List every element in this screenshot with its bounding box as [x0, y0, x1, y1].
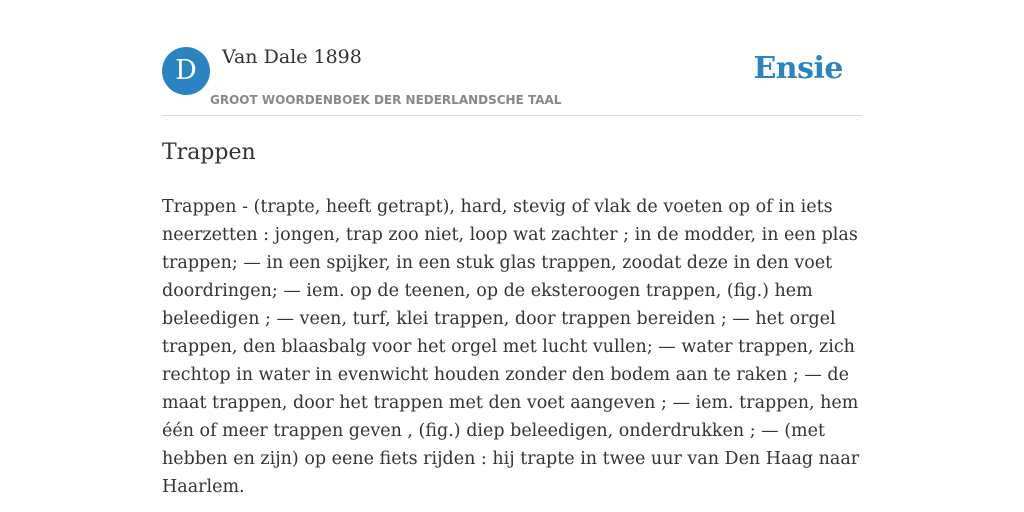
definition-line: trappen; — in een spijker, in een stuk glas trappen, zoodat deze in den voet — [162, 253, 833, 273]
definition-line: neerzetten : jongen, trap zoo niet, loop wat zachter ; in de modder, in een plas — [162, 225, 858, 245]
definition-line: Trappen - (trapte, heeft getrapt), hard, stevig of vlak de voeten op of in iets — [162, 197, 833, 217]
dictionary-avatar[interactable]: D — [162, 47, 210, 95]
header — [162, 0, 862, 116]
definition-line: trappen, den blaasbalg voor het orgel met lucht vullen; — water trappen, zich — [162, 337, 855, 357]
definition-line: maat trappen, door het trappen met den voet aangeven ; — iem. trappen, hem — [162, 393, 859, 413]
definition-line: beleedigen ; — veen, turf, klei trappen, door trappen bereiden ; — het orgel — [162, 309, 836, 329]
definition-line: één of meer trappen geven , (fig.) diep beleedigen, onderdrukken ; — (met — [162, 421, 826, 441]
definition-line: rechtop in water in evenwicht houden zonder den bodem aan te raken ; — de — [162, 365, 849, 385]
dictionary-subtitle: GROOT WOORDENBOEK DER NEDERLANDSCHE TAAL — [210, 93, 562, 107]
definition-line: hebben en zijn) op eene fiets rijden : hij trapte in twee uur van Den Haag naar — [162, 449, 860, 469]
definition-line: doordringen; — iem. op de teenen, op de eksteroogen trappen, (fig.) hem — [162, 281, 813, 301]
entry-definition — [162, 193, 860, 501]
definition-line: Haarlem. — [162, 477, 245, 497]
ensie-logo[interactable]: Ensie — [753, 51, 843, 86]
dictionary-title[interactable]: Van Dale 1898 — [222, 46, 362, 68]
entry-headword: Trappen — [162, 140, 256, 165]
